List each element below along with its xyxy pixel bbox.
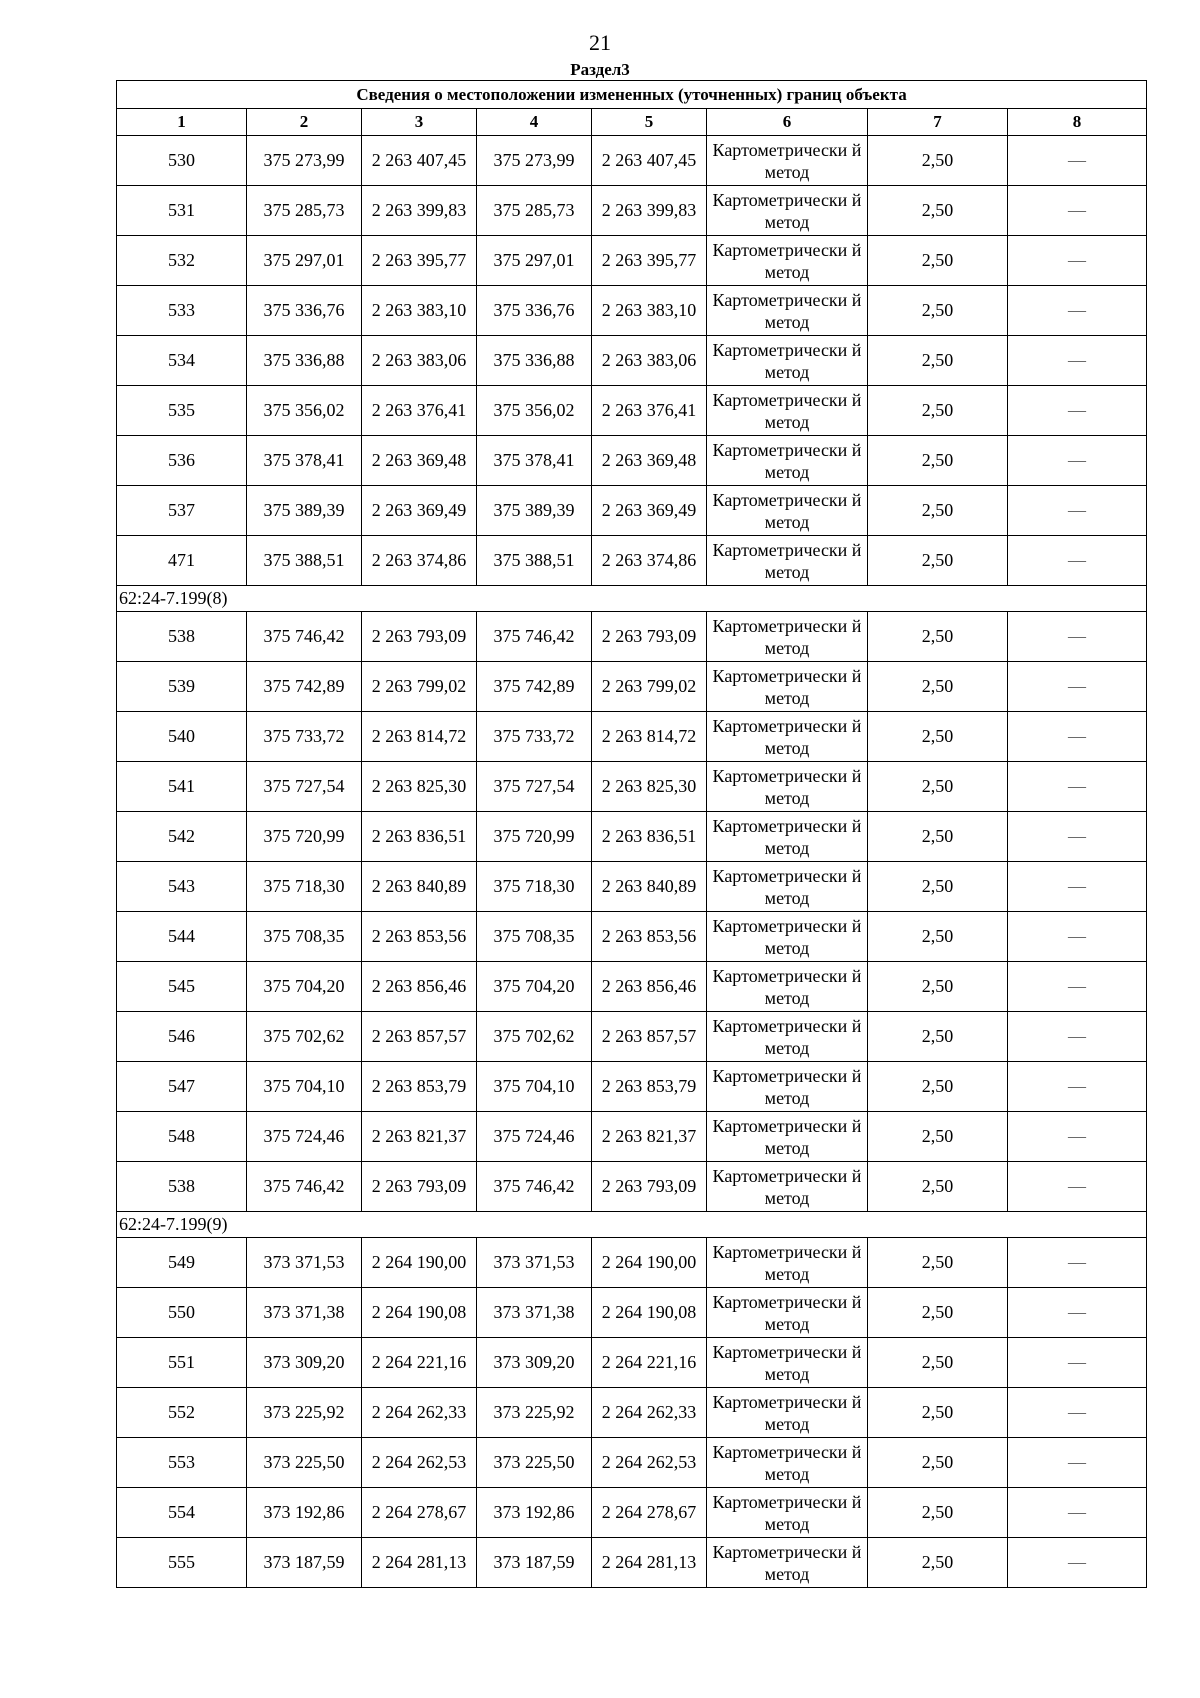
x-existing-cell: 373 371,53 xyxy=(247,1238,362,1288)
description-cell: — xyxy=(1008,1062,1147,1112)
x-new-cell: 373 371,38 xyxy=(477,1288,592,1338)
y-existing-cell: 2 263 840,89 xyxy=(362,862,477,912)
table-row xyxy=(117,1288,1147,1338)
x-new-cell: 373 192,86 xyxy=(477,1488,592,1538)
coordinates-table xyxy=(116,80,1147,1588)
y-new-cell: 2 263 369,49 xyxy=(592,486,707,536)
method-cell: Картометрически й метод xyxy=(707,712,868,762)
accuracy-cell: 2,50 xyxy=(868,1388,1008,1438)
point-number-cell: 540 xyxy=(117,712,247,762)
point-number-cell: 541 xyxy=(117,762,247,812)
x-existing-cell: 375 704,20 xyxy=(247,962,362,1012)
y-existing-cell: 2 263 821,37 xyxy=(362,1112,477,1162)
section-title: Раздел3 xyxy=(570,60,630,79)
description-cell: — xyxy=(1008,712,1147,762)
y-existing-cell: 2 263 799,02 xyxy=(362,662,477,712)
description-cell: — xyxy=(1008,1388,1147,1438)
point-number-cell: 539 xyxy=(117,662,247,712)
x-new-cell: 375 704,10 xyxy=(477,1062,592,1112)
column-number: 1 xyxy=(117,109,247,136)
method-cell: Картометрически й метод xyxy=(707,1238,868,1288)
method-cell: Картометрически й метод xyxy=(707,136,868,186)
y-existing-cell: 2 264 262,33 xyxy=(362,1388,477,1438)
y-existing-cell: 2 263 857,57 xyxy=(362,1012,477,1062)
accuracy-cell: 2,50 xyxy=(868,1238,1008,1288)
description-cell: — xyxy=(1008,186,1147,236)
x-new-cell: 375 704,20 xyxy=(477,962,592,1012)
description-cell: — xyxy=(1008,762,1147,812)
x-new-cell: 375 733,72 xyxy=(477,712,592,762)
x-new-cell: 375 718,30 xyxy=(477,862,592,912)
x-new-cell: 375 378,41 xyxy=(477,436,592,486)
x-existing-cell: 373 309,20 xyxy=(247,1338,362,1388)
x-existing-cell: 375 704,10 xyxy=(247,1062,362,1112)
x-existing-cell: 375 708,35 xyxy=(247,912,362,962)
accuracy-cell: 2,50 xyxy=(868,486,1008,536)
x-new-cell: 375 356,02 xyxy=(477,386,592,436)
y-existing-cell: 2 263 395,77 xyxy=(362,236,477,286)
y-existing-cell: 2 263 383,06 xyxy=(362,336,477,386)
y-new-cell: 2 263 825,30 xyxy=(592,762,707,812)
x-existing-cell: 375 336,76 xyxy=(247,286,362,336)
y-existing-cell: 2 263 793,09 xyxy=(362,1162,477,1212)
table-row xyxy=(117,1438,1147,1488)
y-new-cell: 2 263 799,02 xyxy=(592,662,707,712)
x-existing-cell: 373 187,59 xyxy=(247,1538,362,1588)
accuracy-cell: 2,50 xyxy=(868,912,1008,962)
x-existing-cell: 375 702,62 xyxy=(247,1012,362,1062)
description-cell: — xyxy=(1008,336,1147,386)
method-cell: Картометрически й метод xyxy=(707,762,868,812)
method-cell: Картометрически й метод xyxy=(707,1012,868,1062)
point-number-cell: 530 xyxy=(117,136,247,186)
x-existing-cell: 375 746,42 xyxy=(247,1162,362,1212)
x-new-cell: 375 297,01 xyxy=(477,236,592,286)
table-row xyxy=(117,186,1147,236)
x-existing-cell: 375 378,41 xyxy=(247,436,362,486)
accuracy-cell: 2,50 xyxy=(868,1538,1008,1588)
method-cell: Картометрически й метод xyxy=(707,1162,868,1212)
x-new-cell: 375 742,89 xyxy=(477,662,592,712)
accuracy-cell: 2,50 xyxy=(868,1488,1008,1538)
method-cell: Картометрически й метод xyxy=(707,186,868,236)
y-existing-cell: 2 263 793,09 xyxy=(362,612,477,662)
accuracy-cell: 2,50 xyxy=(868,612,1008,662)
accuracy-cell: 2,50 xyxy=(868,762,1008,812)
description-cell: — xyxy=(1008,1488,1147,1538)
x-existing-cell: 375 356,02 xyxy=(247,386,362,436)
point-number-cell: 546 xyxy=(117,1012,247,1062)
y-existing-cell: 2 263 836,51 xyxy=(362,812,477,862)
accuracy-cell: 2,50 xyxy=(868,436,1008,486)
x-existing-cell: 373 225,50 xyxy=(247,1438,362,1488)
table-row xyxy=(117,236,1147,286)
accuracy-cell: 2,50 xyxy=(868,962,1008,1012)
x-existing-cell: 375 389,39 xyxy=(247,486,362,536)
table-row xyxy=(117,136,1147,186)
y-new-cell: 2 263 376,41 xyxy=(592,386,707,436)
x-existing-cell: 375 388,51 xyxy=(247,536,362,586)
accuracy-cell: 2,50 xyxy=(868,236,1008,286)
x-new-cell: 375 724,46 xyxy=(477,1112,592,1162)
point-number-cell: 545 xyxy=(117,962,247,1012)
group-label: 62:24-7.199(9) xyxy=(117,1212,1147,1238)
x-new-cell: 375 708,35 xyxy=(477,912,592,962)
accuracy-cell: 2,50 xyxy=(868,186,1008,236)
point-number-cell: 538 xyxy=(117,1162,247,1212)
table-row xyxy=(117,762,1147,812)
column-number: 7 xyxy=(868,109,1008,136)
x-existing-cell: 373 225,92 xyxy=(247,1388,362,1438)
method-cell: Картометрически й метод xyxy=(707,962,868,1012)
description-cell: — xyxy=(1008,1238,1147,1288)
y-existing-cell: 2 263 399,83 xyxy=(362,186,477,236)
y-existing-cell: 2 263 376,41 xyxy=(362,386,477,436)
y-existing-cell: 2 263 825,30 xyxy=(362,762,477,812)
method-cell: Картометрически й метод xyxy=(707,1062,868,1112)
point-number-cell: 554 xyxy=(117,1488,247,1538)
table-caption-row xyxy=(117,81,1147,109)
column-number-row xyxy=(117,109,1147,136)
point-number-cell: 542 xyxy=(117,812,247,862)
y-new-cell: 2 263 369,48 xyxy=(592,436,707,486)
method-cell: Картометрически й метод xyxy=(707,862,868,912)
description-cell: — xyxy=(1008,612,1147,662)
description-cell: — xyxy=(1008,1012,1147,1062)
accuracy-cell: 2,50 xyxy=(868,136,1008,186)
y-new-cell: 2 263 857,57 xyxy=(592,1012,707,1062)
point-number-cell: 537 xyxy=(117,486,247,536)
x-new-cell: 375 720,99 xyxy=(477,812,592,862)
y-new-cell: 2 263 853,56 xyxy=(592,912,707,962)
description-cell: — xyxy=(1008,862,1147,912)
y-new-cell: 2 263 395,77 xyxy=(592,236,707,286)
table-row xyxy=(117,1538,1147,1588)
y-new-cell: 2 264 190,00 xyxy=(592,1238,707,1288)
y-new-cell: 2 263 821,37 xyxy=(592,1112,707,1162)
point-number-cell: 547 xyxy=(117,1062,247,1112)
x-new-cell: 375 746,42 xyxy=(477,1162,592,1212)
accuracy-cell: 2,50 xyxy=(868,1062,1008,1112)
x-existing-cell: 375 742,89 xyxy=(247,662,362,712)
y-existing-cell: 2 264 190,08 xyxy=(362,1288,477,1338)
y-new-cell: 2 263 383,06 xyxy=(592,336,707,386)
table-row xyxy=(117,662,1147,712)
point-number-cell: 536 xyxy=(117,436,247,486)
x-existing-cell: 375 285,73 xyxy=(247,186,362,236)
y-new-cell: 2 264 190,08 xyxy=(592,1288,707,1338)
x-new-cell: 373 371,53 xyxy=(477,1238,592,1288)
point-number-cell: 538 xyxy=(117,612,247,662)
description-cell: — xyxy=(1008,1338,1147,1388)
method-cell: Картометрически й метод xyxy=(707,662,868,712)
x-new-cell: 373 225,50 xyxy=(477,1438,592,1488)
y-existing-cell: 2 263 856,46 xyxy=(362,962,477,1012)
x-new-cell: 375 336,88 xyxy=(477,336,592,386)
x-existing-cell: 375 336,88 xyxy=(247,336,362,386)
point-number-cell: 535 xyxy=(117,386,247,436)
accuracy-cell: 2,50 xyxy=(868,336,1008,386)
table-row xyxy=(117,1012,1147,1062)
accuracy-cell: 2,50 xyxy=(868,712,1008,762)
x-existing-cell: 375 273,99 xyxy=(247,136,362,186)
y-new-cell: 2 263 407,45 xyxy=(592,136,707,186)
column-number: 6 xyxy=(707,109,868,136)
description-cell: — xyxy=(1008,912,1147,962)
table-row xyxy=(117,712,1147,762)
accuracy-cell: 2,50 xyxy=(868,1288,1008,1338)
y-existing-cell: 2 263 853,79 xyxy=(362,1062,477,1112)
y-new-cell: 2 263 853,79 xyxy=(592,1062,707,1112)
table-row xyxy=(117,436,1147,486)
table-row xyxy=(117,486,1147,536)
point-number-cell: 544 xyxy=(117,912,247,962)
y-new-cell: 2 263 374,86 xyxy=(592,536,707,586)
y-existing-cell: 2 263 853,56 xyxy=(362,912,477,962)
y-existing-cell: 2 263 369,48 xyxy=(362,436,477,486)
y-existing-cell: 2 264 262,53 xyxy=(362,1438,477,1488)
y-new-cell: 2 264 221,16 xyxy=(592,1338,707,1388)
method-cell: Картометрически й метод xyxy=(707,1388,868,1438)
x-existing-cell: 375 718,30 xyxy=(247,862,362,912)
description-cell: — xyxy=(1008,486,1147,536)
method-cell: Картометрически й метод xyxy=(707,1288,868,1338)
point-number-cell: 552 xyxy=(117,1388,247,1438)
table-row xyxy=(117,812,1147,862)
description-cell: — xyxy=(1008,536,1147,586)
accuracy-cell: 2,50 xyxy=(868,812,1008,862)
y-existing-cell: 2 263 369,49 xyxy=(362,486,477,536)
y-new-cell: 2 263 856,46 xyxy=(592,962,707,1012)
point-number-cell: 534 xyxy=(117,336,247,386)
y-existing-cell: 2 263 407,45 xyxy=(362,136,477,186)
table-row xyxy=(117,386,1147,436)
method-cell: Картометрически й метод xyxy=(707,336,868,386)
table-row xyxy=(117,1388,1147,1438)
y-new-cell: 2 264 281,13 xyxy=(592,1538,707,1588)
group-header-row xyxy=(117,1212,1147,1238)
x-new-cell: 373 225,92 xyxy=(477,1388,592,1438)
x-new-cell: 373 187,59 xyxy=(477,1538,592,1588)
x-new-cell: 375 388,51 xyxy=(477,536,592,586)
column-number: 2 xyxy=(247,109,362,136)
column-number: 4 xyxy=(477,109,592,136)
x-new-cell: 375 702,62 xyxy=(477,1012,592,1062)
x-new-cell: 375 273,99 xyxy=(477,136,592,186)
table-row xyxy=(117,286,1147,336)
accuracy-cell: 2,50 xyxy=(868,662,1008,712)
table-row xyxy=(117,962,1147,1012)
column-number: 8 xyxy=(1008,109,1147,136)
table-body xyxy=(117,136,1147,1588)
x-existing-cell: 375 720,99 xyxy=(247,812,362,862)
y-existing-cell: 2 263 814,72 xyxy=(362,712,477,762)
method-cell: Картометрически й метод xyxy=(707,1438,868,1488)
method-cell: Картометрически й метод xyxy=(707,812,868,862)
description-cell: — xyxy=(1008,236,1147,286)
group-header-row xyxy=(117,586,1147,612)
y-new-cell: 2 264 278,67 xyxy=(592,1488,707,1538)
point-number-cell: 553 xyxy=(117,1438,247,1488)
table-row xyxy=(117,336,1147,386)
y-new-cell: 2 264 262,53 xyxy=(592,1438,707,1488)
method-cell: Картометрически й метод xyxy=(707,1538,868,1588)
group-label: 62:24-7.199(8) xyxy=(117,586,1147,612)
x-new-cell: 375 389,39 xyxy=(477,486,592,536)
x-existing-cell: 375 724,46 xyxy=(247,1112,362,1162)
y-new-cell: 2 264 262,33 xyxy=(592,1388,707,1438)
y-new-cell: 2 263 383,10 xyxy=(592,286,707,336)
point-number-cell: 551 xyxy=(117,1338,247,1388)
description-cell: — xyxy=(1008,1438,1147,1488)
description-cell: — xyxy=(1008,136,1147,186)
description-cell: — xyxy=(1008,436,1147,486)
accuracy-cell: 2,50 xyxy=(868,1162,1008,1212)
table-row xyxy=(117,1162,1147,1212)
table-row xyxy=(117,1112,1147,1162)
description-cell: — xyxy=(1008,386,1147,436)
x-new-cell: 373 309,20 xyxy=(477,1338,592,1388)
y-existing-cell: 2 264 281,13 xyxy=(362,1538,477,1588)
table-row xyxy=(117,1062,1147,1112)
accuracy-cell: 2,50 xyxy=(868,862,1008,912)
x-new-cell: 375 746,42 xyxy=(477,612,592,662)
y-new-cell: 2 263 793,09 xyxy=(592,612,707,662)
description-cell: — xyxy=(1008,1162,1147,1212)
method-cell: Картометрически й метод xyxy=(707,1338,868,1388)
x-existing-cell: 373 371,38 xyxy=(247,1288,362,1338)
y-new-cell: 2 263 399,83 xyxy=(592,186,707,236)
method-cell: Картометрически й метод xyxy=(707,286,868,336)
y-existing-cell: 2 263 374,86 xyxy=(362,536,477,586)
description-cell: — xyxy=(1008,962,1147,1012)
x-existing-cell: 375 746,42 xyxy=(247,612,362,662)
method-cell: Картометрически й метод xyxy=(707,436,868,486)
method-cell: Картометрически й метод xyxy=(707,236,868,286)
description-cell: — xyxy=(1008,1538,1147,1588)
point-number-cell: 548 xyxy=(117,1112,247,1162)
y-new-cell: 2 263 793,09 xyxy=(592,1162,707,1212)
y-existing-cell: 2 264 190,00 xyxy=(362,1238,477,1288)
x-new-cell: 375 336,76 xyxy=(477,286,592,336)
method-cell: Картометрически й метод xyxy=(707,912,868,962)
y-existing-cell: 2 264 278,67 xyxy=(362,1488,477,1538)
y-existing-cell: 2 263 383,10 xyxy=(362,286,477,336)
table-row xyxy=(117,862,1147,912)
point-number-cell: 531 xyxy=(117,186,247,236)
accuracy-cell: 2,50 xyxy=(868,536,1008,586)
x-existing-cell: 375 733,72 xyxy=(247,712,362,762)
method-cell: Картометрически й метод xyxy=(707,1488,868,1538)
point-number-cell: 471 xyxy=(117,536,247,586)
point-number-cell: 550 xyxy=(117,1288,247,1338)
table-row xyxy=(117,536,1147,586)
point-number-cell: 543 xyxy=(117,862,247,912)
table-caption: Сведения о местоположении измененных (уточненных) границ объекта xyxy=(117,81,1147,109)
accuracy-cell: 2,50 xyxy=(868,286,1008,336)
x-new-cell: 375 285,73 xyxy=(477,186,592,236)
point-number-cell: 532 xyxy=(117,236,247,286)
description-cell: — xyxy=(1008,286,1147,336)
x-existing-cell: 375 727,54 xyxy=(247,762,362,812)
description-cell: — xyxy=(1008,1112,1147,1162)
table-row xyxy=(117,612,1147,662)
x-existing-cell: 375 297,01 xyxy=(247,236,362,286)
description-cell: — xyxy=(1008,1288,1147,1338)
y-new-cell: 2 263 814,72 xyxy=(592,712,707,762)
x-new-cell: 375 727,54 xyxy=(477,762,592,812)
description-cell: — xyxy=(1008,662,1147,712)
column-number: 5 xyxy=(592,109,707,136)
column-number: 3 xyxy=(362,109,477,136)
method-cell: Картометрически й метод xyxy=(707,612,868,662)
table-row xyxy=(117,1488,1147,1538)
page-number: 21 xyxy=(589,30,611,55)
x-existing-cell: 373 192,86 xyxy=(247,1488,362,1538)
method-cell: Картометрически й метод xyxy=(707,486,868,536)
description-cell: — xyxy=(1008,812,1147,862)
accuracy-cell: 2,50 xyxy=(868,1012,1008,1062)
table-row xyxy=(117,1338,1147,1388)
accuracy-cell: 2,50 xyxy=(868,1112,1008,1162)
point-number-cell: 549 xyxy=(117,1238,247,1288)
accuracy-cell: 2,50 xyxy=(868,386,1008,436)
accuracy-cell: 2,50 xyxy=(868,1338,1008,1388)
y-existing-cell: 2 264 221,16 xyxy=(362,1338,477,1388)
table-row xyxy=(117,1238,1147,1288)
method-cell: Картометрически й метод xyxy=(707,536,868,586)
method-cell: Картометрически й метод xyxy=(707,386,868,436)
point-number-cell: 533 xyxy=(117,286,247,336)
table-row xyxy=(117,912,1147,962)
point-number-cell: 555 xyxy=(117,1538,247,1588)
accuracy-cell: 2,50 xyxy=(868,1438,1008,1488)
y-new-cell: 2 263 836,51 xyxy=(592,812,707,862)
method-cell: Картометрически й метод xyxy=(707,1112,868,1162)
y-new-cell: 2 263 840,89 xyxy=(592,862,707,912)
